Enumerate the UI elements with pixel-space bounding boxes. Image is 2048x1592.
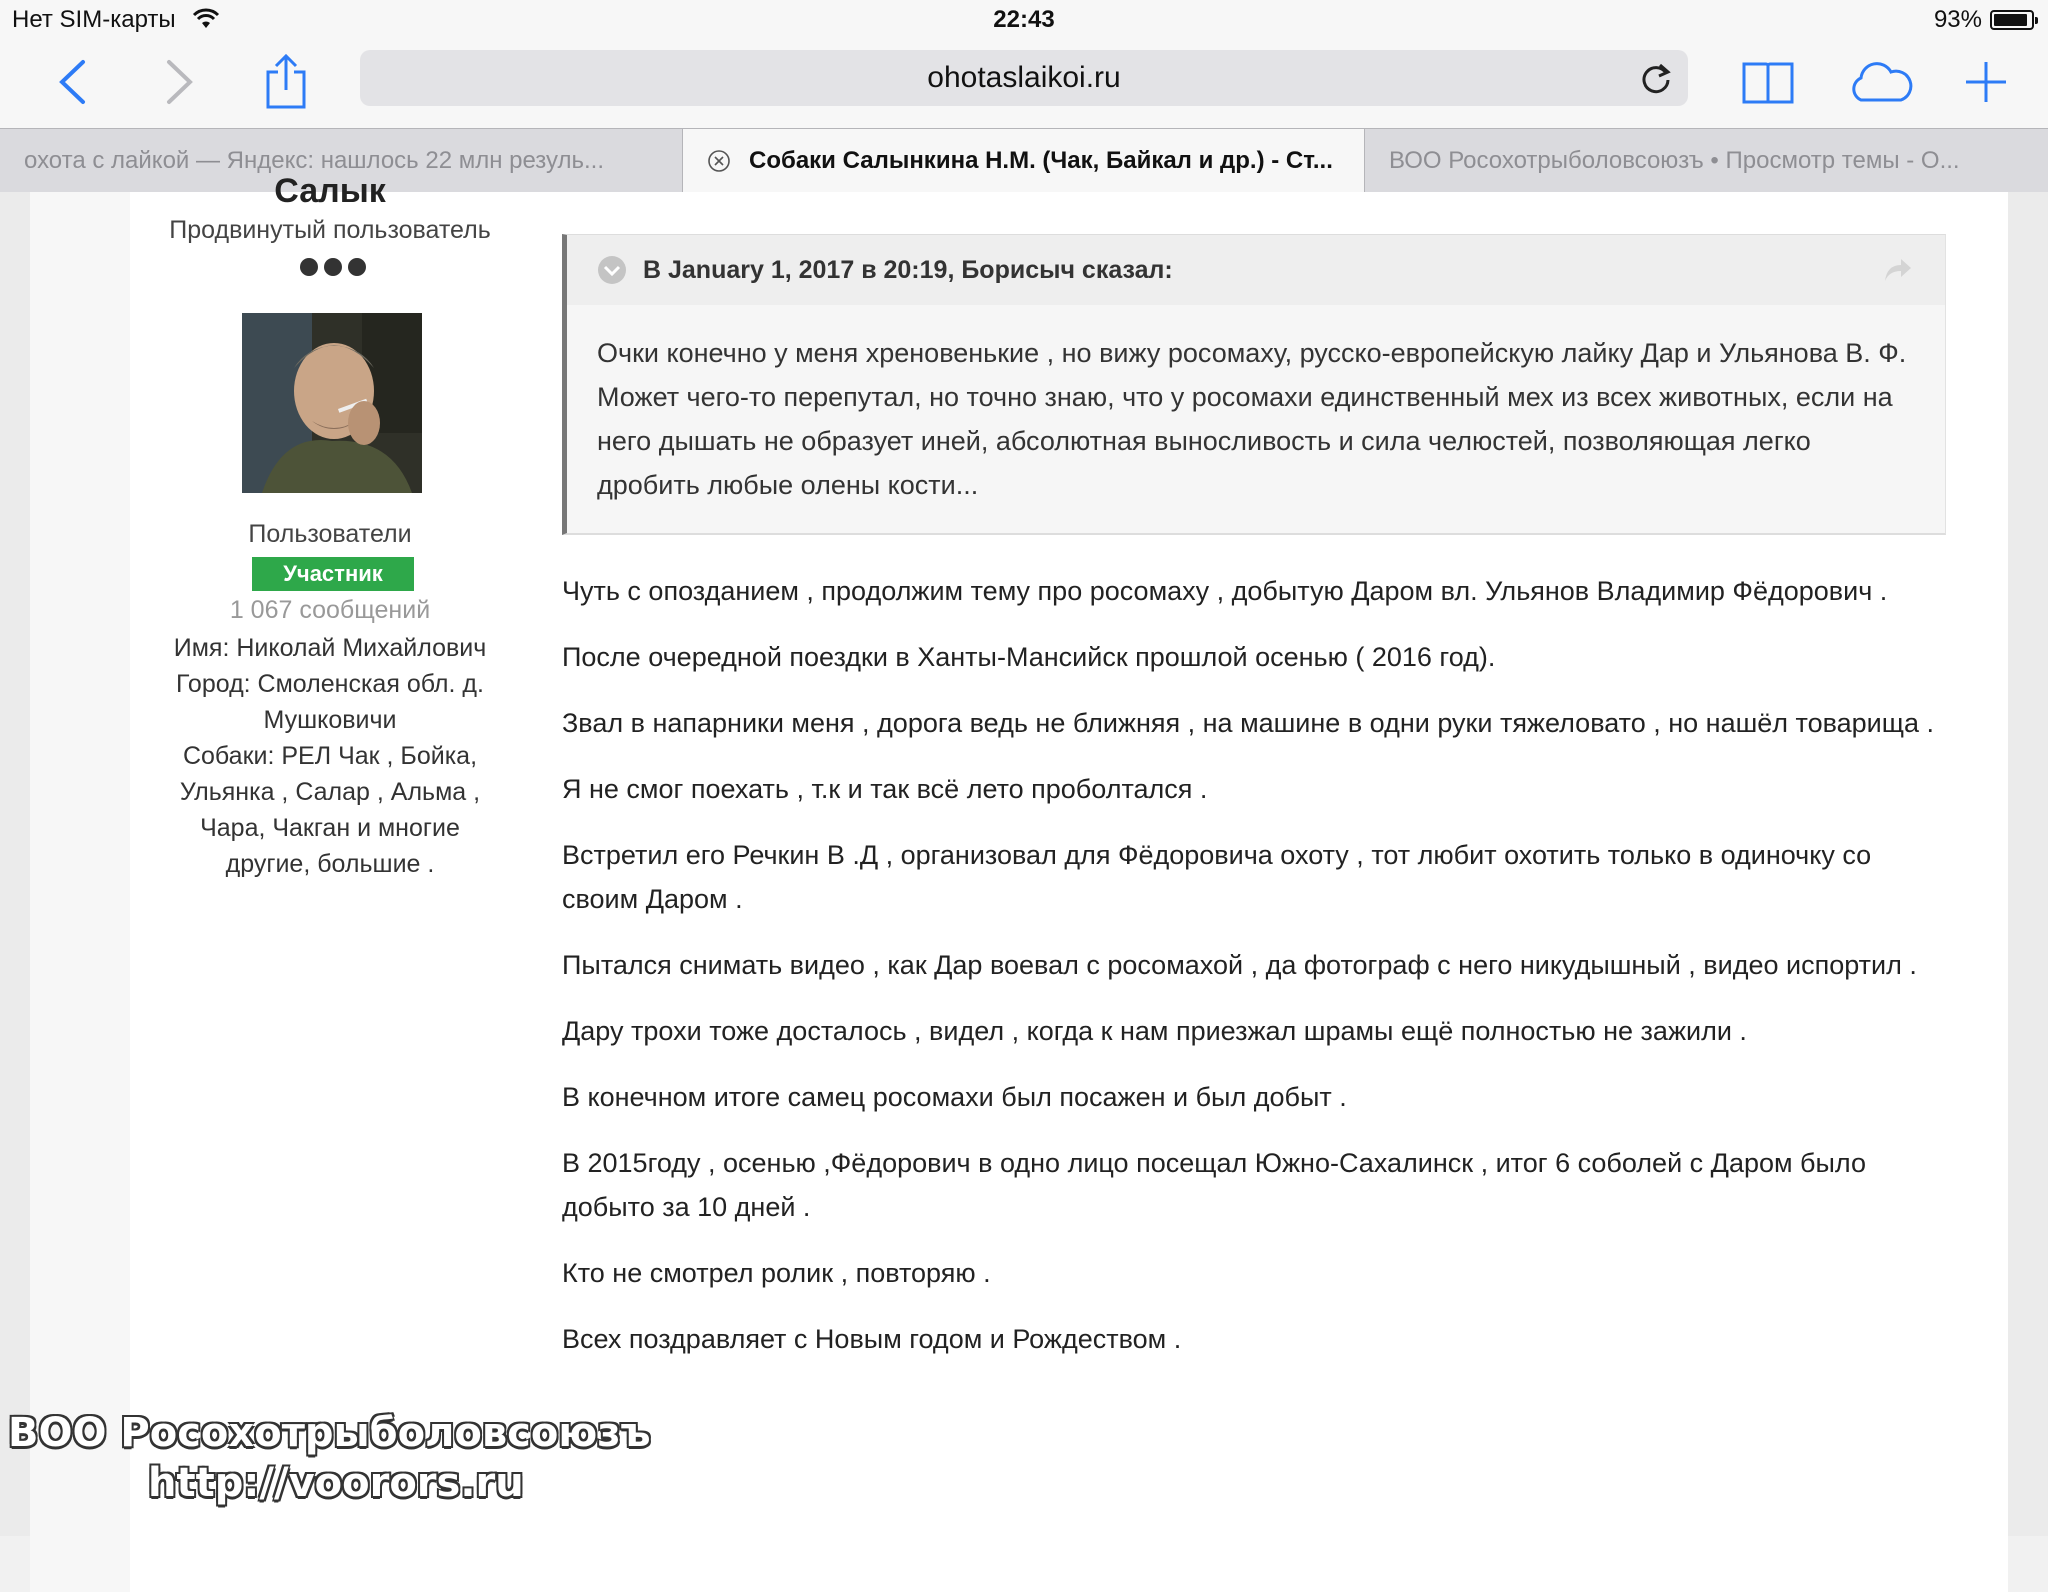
post-paragraph: Чуть с опозданием , продолжим тему про росомаху , добытую Даром вл. Ульянов Владимир Фёдорович . (562, 576, 1888, 606)
post-paragraph: Звал в напарники меня , дорога ведь не ближняя , на машине в одни руки тяжеловато , но нашёл товарища . (562, 708, 1934, 738)
author-dogs: Собаки: РЕЛ Чак , Бойка, Ульянка , Салар , Альма , Чара, Чакган и многие другие, большие . (179, 742, 481, 878)
share-arrow-icon[interactable] (1883, 255, 1913, 285)
tab-active[interactable]: Собаки Салынкина Н.М. (Чак, Байкал и др.) - Ст... (683, 129, 1365, 193)
forum-post (130, 172, 2008, 1592)
battery-percent: 93% (1933, 6, 1982, 33)
collapse-toggle-icon[interactable] (597, 255, 627, 285)
quote-block (562, 234, 1946, 535)
forward-button[interactable] (150, 52, 210, 112)
avatar-photo (242, 313, 422, 493)
post-paragraph: Всех поздравляет с Новым годом и Рождеством . (562, 1324, 1182, 1354)
tab-yandex[interactable]: охота с лайкой — Яндекс: нашлось 22 млн резуль... (0, 129, 683, 193)
back-button[interactable] (42, 52, 102, 112)
plus-icon (1964, 60, 2008, 104)
chevron-right-icon (165, 59, 195, 105)
chevron-left-icon (57, 59, 87, 105)
watermark-title: ВОО Росохотрыболовсоюзъ (8, 1410, 651, 1456)
quote-citation: В January 1, 2017 в 20:19, Борисыч сказал: (643, 255, 1173, 284)
watermark-url: http://voorors.ru (148, 1460, 524, 1506)
post-paragraph: Кто не смотрел ролик , повторяю . (562, 1258, 991, 1288)
carrier-label: Нет SIM-карты (12, 6, 220, 34)
author-name[interactable]: Салык (274, 172, 386, 210)
post-paragraph: Я не смог поехать , т.к и так всё лето проболтался . (562, 774, 1208, 804)
share-button[interactable] (256, 52, 316, 112)
rank-pip (300, 258, 318, 276)
post-paragraph: В 2015году , осенью ,Фёдорович в одно лицо посещал Южно-Сахалинск , итог 6 соболей с Даром было добыто за 10 дней . (562, 1148, 1867, 1222)
post-paragraph: После очередной поездки в Ханты-Мансийск прошлой осенью ( 2016 год). (562, 642, 1496, 672)
address-bar[interactable] (360, 50, 1688, 106)
post-paragraph: В конечном итоге самец росомахи был посажен и был добыт . (562, 1082, 1347, 1112)
quote-text: Очки конечно у меня хреновенькие , но вижу росомаху, русско-европейскую лайку Дар и Ульянова В. Ф. Может чего-то перепутал, но точно знаю, что у росомахи единственный мех из всех животных, если на него дышать не образует иней, абсолютная выносливость и сила челюстей, позволяющая легко дробить любые олены кости... (597, 338, 1907, 500)
rank-pip (348, 258, 366, 276)
clock: 22:43 (993, 6, 1055, 33)
url-text: ohotaslaikoi.ru (927, 61, 1121, 94)
icloud-tabs-button[interactable] (1850, 52, 1910, 112)
new-tab-button[interactable] (1956, 52, 2016, 112)
web-page (0, 172, 2048, 1536)
author-rank: Продвинутый пользователь (169, 216, 491, 244)
author-city: Город: Смоленская обл. д. Мушковичи (176, 670, 484, 734)
post-content (562, 234, 1946, 1361)
bookmarks-button[interactable] (1738, 52, 1798, 112)
author-group: Пользователи (248, 520, 412, 548)
rank-pip (324, 258, 342, 276)
avatar[interactable] (242, 313, 422, 493)
share-icon (264, 54, 308, 110)
post-paragraph: Встретил его Речкин В .Д , организовал для Фёдоровича охоту , тот любит охотить только в одиночку со своим Даром . (562, 840, 1872, 914)
tab-voorors[interactable]: ВОО Росохотрыболовсоюзъ • Просмотр темы - О... (1365, 129, 2048, 193)
post-count[interactable]: 1 067 сообщений (229, 596, 431, 624)
watermark (8, 1408, 651, 1508)
book-icon (1741, 60, 1795, 104)
post-body (562, 569, 1946, 1361)
quote-header (567, 235, 1945, 305)
post-paragraph: Пытался снимать видео , как Дар воевал с росомахой , да фотограф с него никудышный , видео испортил . (562, 950, 1917, 980)
cloud-icon (1845, 60, 1915, 104)
post-paragraph: Дару трохи тоже досталось , видел , когда к нам приезжал шрамы ещё полностью не зажили . (562, 1016, 1747, 1046)
member-badge: Участник (252, 557, 414, 591)
battery-indicator (1934, 6, 2034, 34)
author-real-name: Имя: Николай Михайлович (173, 634, 487, 662)
rank-pips (300, 258, 366, 276)
status-bar (0, 0, 2048, 40)
reload-icon[interactable] (1638, 60, 1674, 96)
close-icon[interactable] (707, 149, 731, 173)
browser-toolbar (0, 40, 2048, 128)
author-info (160, 630, 500, 882)
battery-icon (1990, 10, 2034, 30)
forum-container (30, 172, 1972, 1592)
